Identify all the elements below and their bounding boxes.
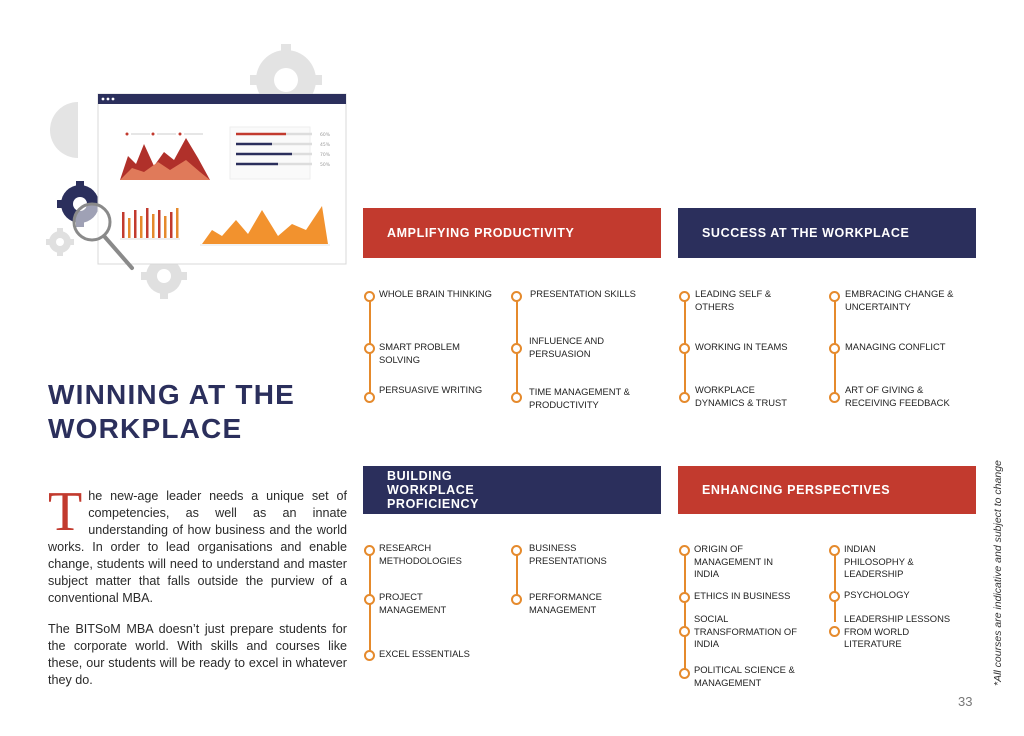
bullet-dot — [829, 343, 840, 354]
bullet-dot — [829, 626, 840, 637]
intro-paragraph-2: The BITSoM MBA doesn’t just prepare students for the corporate world. With skills and courses like these, our students will be ready to excel in whatever they do. — [48, 622, 347, 687]
course-item: INDIAN PHILOSOPHY & LEADERSHIP — [844, 543, 914, 579]
bullet-dot — [679, 291, 690, 302]
section-title: ENHANCING PERSPECTIVES — [702, 483, 891, 497]
bullet-dot — [364, 291, 375, 302]
bullet-dot — [679, 668, 690, 679]
bullet-dot — [364, 594, 375, 605]
intro-p1-text: he new-age leader needs a unique set of competencies, as well as an innate understanding of how business and the world works. In order to lead organisations and enable change, students will need to understand and master subject matter that falls outside the purview of a conventional MBA. — [48, 489, 347, 605]
course-item: POLITICAL SCIENCE & MANAGEMENT — [694, 664, 795, 688]
intro-paragraph-1 — [48, 481, 347, 607]
bullet-dot — [679, 392, 690, 403]
course-item: PROJECT MANAGEMENT — [379, 591, 447, 615]
timeline-line — [834, 550, 836, 622]
page-number: 33 — [958, 694, 973, 709]
drop-cap: T — [48, 481, 83, 543]
course-item: PERFORMANCE MANAGEMENT — [529, 591, 602, 615]
section-header-enhancing — [678, 466, 976, 514]
bullet-dot — [511, 594, 522, 605]
percent-label: 50% — [320, 163, 331, 168]
page-title: WINNING AT THE WORKPLACE — [48, 379, 295, 444]
timeline-line — [684, 550, 686, 670]
bullet-dot — [829, 291, 840, 302]
bullet-dot — [364, 392, 375, 403]
course-item: SMART PROBLEM SOLVING — [379, 341, 460, 365]
section-header-amplifying — [363, 208, 661, 258]
section-title: AMPLIFYING PRODUCTIVITY — [387, 226, 575, 240]
footnote-vertical: *All courses are indicative and subject to change — [992, 460, 1004, 686]
percent-label: 70% — [320, 153, 331, 158]
course-item: TIME MANAGEMENT & PRODUCTIVITY — [529, 386, 630, 410]
percent-label: 60% — [320, 133, 331, 138]
course-item: WORKING IN TEAMS — [695, 341, 788, 352]
bullet-dot — [511, 392, 522, 403]
percent-label: 45% — [320, 143, 331, 148]
bullet-dot — [511, 291, 522, 302]
section-header-success — [678, 208, 976, 258]
course-item: SOCIAL TRANSFORMATION OF INDIA — [694, 613, 797, 649]
bullet-dot — [679, 545, 690, 556]
intro-text — [48, 481, 347, 703]
course-item: MANAGING CONFLICT — [845, 341, 946, 352]
course-item: ORIGIN OF MANAGEMENT IN INDIA — [694, 543, 774, 579]
bullet-dot — [364, 650, 375, 661]
course-item: BUSINESS PRESENTATIONS — [529, 542, 607, 566]
course-item: EXCEL ESSENTIALS — [379, 648, 470, 659]
bullet-dot — [829, 545, 840, 556]
section-title: SUCCESS AT THE WORKPLACE — [702, 226, 910, 240]
bullet-dot — [679, 626, 690, 637]
section-header-building — [363, 466, 661, 514]
pie-chart-icon — [50, 102, 78, 158]
dashboard-illustration — [40, 40, 350, 310]
course-item: INFLUENCE AND PERSUASION — [529, 335, 605, 359]
course-item: PERSUASIVE WRITING — [379, 384, 483, 395]
course-item: LEADERSHIP LESSONS FROM WORLD LITERATURE — [844, 613, 951, 649]
bullet-dot — [511, 343, 522, 354]
timeline-line — [516, 550, 518, 598]
bullet-dot — [364, 343, 375, 354]
bullet-dot — [511, 545, 522, 556]
course-item: ART OF GIVING & RECEIVING FEEDBACK — [845, 384, 950, 408]
course-item: ETHICS IN BUSINESS — [694, 590, 791, 601]
course-item: LEADING SELF & OTHERS — [695, 288, 772, 312]
section-title: BUILDING WORKPLACE PROFICIENCY — [387, 469, 480, 511]
bullet-dot — [679, 343, 690, 354]
course-item: RESEARCH METHODOLOGIES — [379, 542, 462, 566]
bullet-dot — [364, 545, 375, 556]
bullet-dot — [829, 392, 840, 403]
course-item: WHOLE BRAIN THINKING — [379, 288, 492, 299]
bullet-dot — [679, 592, 690, 603]
course-item: PSYCHOLOGY — [844, 589, 910, 600]
area-chart-graphic — [198, 206, 330, 246]
bullet-dot — [829, 591, 840, 602]
course-item: PRESENTATION SKILLS — [530, 288, 636, 299]
course-item: WORKPLACE DYNAMICS & TRUST — [695, 384, 788, 408]
course-item: EMBRACING CHANGE & UNCERTAINTY — [845, 288, 954, 312]
